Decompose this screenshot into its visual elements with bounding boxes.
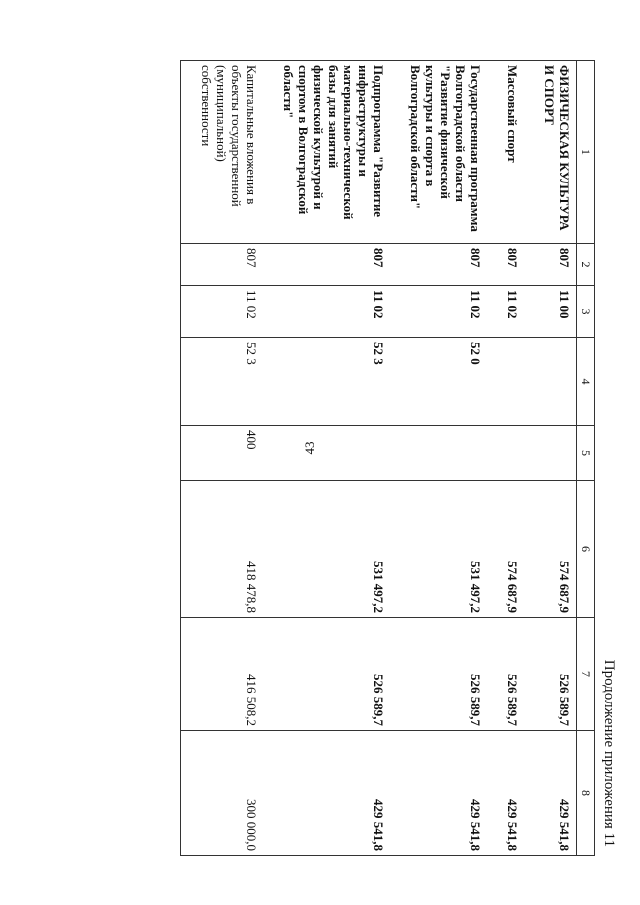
table-row [390, 61, 487, 856]
row-amount-1: 531 497,2 [263, 481, 390, 618]
row-code: 807 [524, 244, 577, 286]
row-type [263, 426, 390, 481]
row-code: 807 [390, 244, 487, 286]
table-row [487, 61, 524, 856]
row-program: 52 3 [263, 338, 390, 426]
header-row [577, 61, 595, 856]
row-name: Подпрограмма "Развитие инфраструктуры и материально-технической базы для занятий физической культурой и спортом в Волгоградской области" [263, 61, 390, 244]
row-section: 11 02 [263, 286, 390, 338]
row-amount-2: 416 508,2 [181, 618, 264, 731]
row-program: 52 0 [390, 338, 487, 426]
row-section: 11 02 [487, 286, 524, 338]
row-code: 807 [487, 244, 524, 286]
row-amount-1: 418 478,8 [181, 481, 264, 618]
row-code: 807 [263, 244, 390, 286]
row-amount-3: 429 541,8 [524, 731, 577, 856]
row-amount-3: 300 000,0 [181, 731, 264, 856]
row-type [487, 426, 524, 481]
header-cell: 3 [577, 286, 595, 338]
header-cell: 5 [577, 426, 595, 481]
header-cell: 6 [577, 481, 595, 618]
row-program [487, 338, 524, 426]
header-cell: 1 [577, 61, 595, 244]
row-name: Капитальные вложения в объекты государственной (муниципальной) собственности [181, 61, 264, 244]
header-cell: 2 [577, 244, 595, 286]
row-section: 11 00 [524, 286, 577, 338]
row-amount-2: 526 589,7 [487, 618, 524, 731]
header-cell: 4 [577, 338, 595, 426]
row-amount-1: 574 687,9 [487, 481, 524, 618]
table-row [263, 61, 390, 856]
row-amount-2: 526 589,7 [390, 618, 487, 731]
row-program: 52 3 [181, 338, 264, 426]
row-code: 807 [181, 244, 264, 286]
row-amount-1: 574 687,9 [524, 481, 577, 618]
continuation-title: Продолжение приложения 11 [601, 659, 617, 847]
row-amount-3: 429 541,8 [390, 731, 487, 856]
page-number: 43 [302, 441, 317, 455]
header-cell: 7 [577, 618, 595, 731]
row-type [524, 426, 577, 481]
row-section: 11 02 [181, 286, 264, 338]
row-name: Государственная программа Волгоградской области "Развитие физической культуры и спорта в Волгоградской области" [390, 61, 487, 244]
row-name: Массовый спорт [487, 61, 524, 244]
row-type [390, 426, 487, 481]
rotated-content [80, 60, 617, 855]
budget-table [180, 60, 595, 856]
table-row [181, 61, 264, 856]
row-amount-1: 531 497,2 [390, 481, 487, 618]
row-section: 11 02 [390, 286, 487, 338]
row-amount-3: 429 541,8 [487, 731, 524, 856]
table-row [524, 61, 577, 856]
row-amount-2: 526 589,7 [263, 618, 390, 731]
row-program [524, 338, 577, 426]
row-type: 400 [181, 426, 264, 481]
row-amount-2: 526 589,7 [524, 618, 577, 731]
row-amount-3: 429 541,8 [263, 731, 390, 856]
row-name: ФИЗИЧЕСКАЯ КУЛЬТУРА И СПОРТ [524, 61, 577, 244]
header-cell: 8 [577, 731, 595, 856]
